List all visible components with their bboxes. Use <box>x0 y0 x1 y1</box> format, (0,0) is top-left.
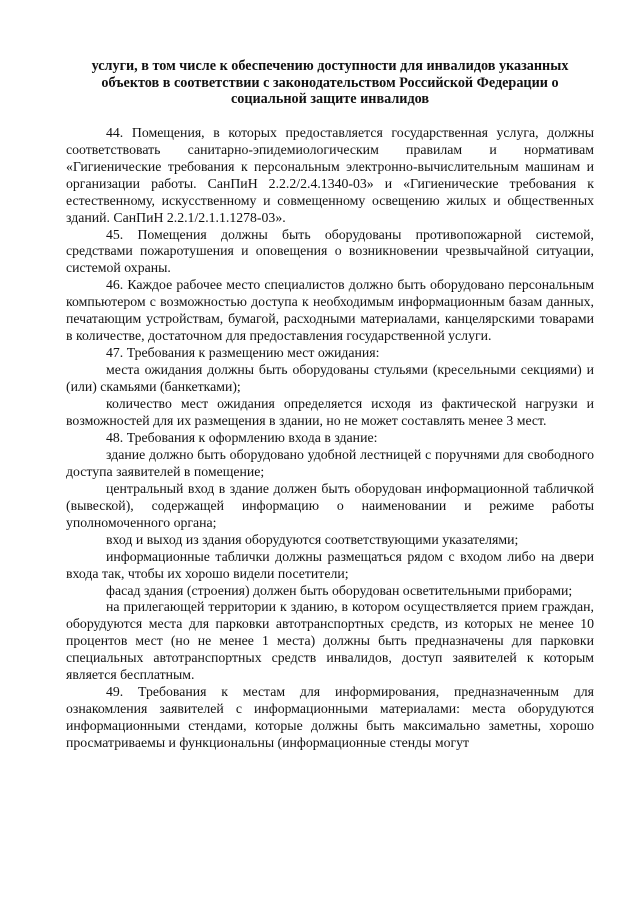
paragraph-47: 47. Требования к размещению мест ожидания: <box>106 345 380 361</box>
heading-line: социальной защите инвалидов <box>230 91 430 108</box>
paragraph-48-item: вход и выход из здания оборудуются соответствующими указателями; <box>106 531 519 547</box>
paragraph-46: 46. Каждое рабочее место специалистов должно быть оборудовано персональным компьютером с возможностью доступа к необходимым информационным базам данных, печатающим устройствам, бумагой, расходными материалами, канцелярскими товарами в количестве, достаточном для предоставления государственной услуги. <box>66 277 594 344</box>
paragraph-45: 45. Помещения должны быть оборудованы противопожарной системой, средствами пожаротушения и оповещения о возникновении чрезвычайной ситуации, системой охраны. <box>66 226 594 276</box>
paragraph-49: 49. Требования к местам для информирования, предназначенным для ознакомления заявителей с информационными материалами: места оборудуются информационными стендами, которые должны быть максимально заметны, хорошо просматриваемы и функциональны (информационные стенды могут <box>66 684 594 751</box>
paragraph-47-item: места ожидания должны быть оборудованы стульями (кресельными секциями) и (или) скамьями (банкетками); <box>66 362 594 395</box>
paragraph-48-item: информационные таблички должны размещаться рядом с входом либо на двери входа так, чтобы их хорошо видели посетители; <box>66 548 594 581</box>
paragraph-47-item: количество мест ожидания определяется исходя из фактической нагрузки и возможностей для их размещения в здании, но не может составлять менее 3 мест. <box>66 396 594 428</box>
paragraph-48-item: фасад здания (строения) должен быть оборудован осветительными приборами; <box>106 582 573 598</box>
heading-line: объектов в соответствии с законодательством Российской Федерации о <box>101 74 559 91</box>
heading-line: услуги, в том числе к обеспечению доступности для инвалидов указанных <box>91 58 569 74</box>
paragraph-48: 48. Требования к оформлению входа в здание: <box>106 429 378 445</box>
paragraph-48-item: центральный вход в здание должен быть оборудован информационной табличкой (вывеской), содержащей информацию о наименовании и режиме работы уполномоченного органа; <box>66 480 594 530</box>
document-body <box>66 125 594 752</box>
section-heading <box>66 58 594 108</box>
paragraph-48-item: здание должно быть оборудовано удобной лестницей с поручнями для свободного доступа заявителей в помещение; <box>66 446 594 479</box>
paragraph-44: 44. Помещения, в которых предоставляется государственная услуга, должны соответствовать санитарно-эпидемиологическим правилам и нормативам «Гигиенические требования к персональным электронно-вычислительным машинам и организации работы. СанПиН 2.2.2/2.4.1340-03» и «Гигиенические требования к естественному, искусственному и совмещенному освещению жилых и общественных зданий. СанПиН 2.2.1/2.1.1.1278-03». <box>66 124 594 225</box>
paragraph-48-item: на прилегающей территории к зданию, в котором осуществляется прием граждан, оборудуются места для парковки автотранспортных средств, из которых не менее 10 процентов мест (но не менее 1 места) должны быть предназначены для парковки специальных автотранспортных средств инвалидов, доступ заявителей к которым является бесплатным. <box>66 599 594 683</box>
